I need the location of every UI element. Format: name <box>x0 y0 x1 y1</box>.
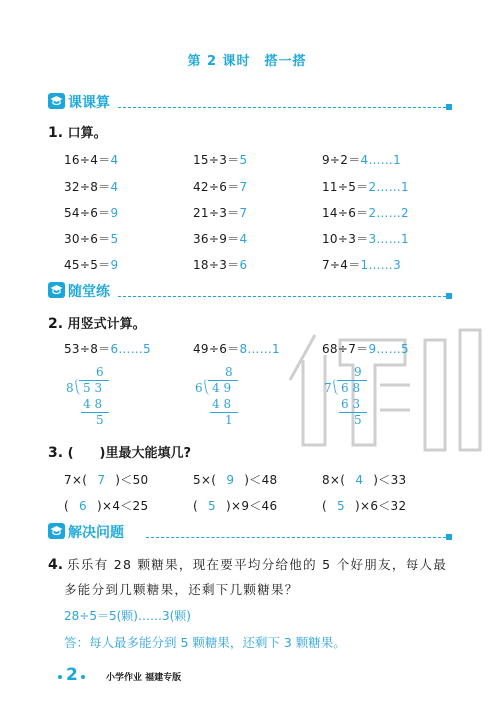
equation: 54÷6＝ <box>64 206 111 220</box>
dashed-divider <box>118 107 446 108</box>
division-bar <box>208 380 238 381</box>
product: 6 3 <box>341 397 361 411</box>
answer: 7 <box>239 206 248 220</box>
inequality-item <box>64 497 148 514</box>
answer: 2……1 <box>368 180 409 194</box>
answer: 5 <box>239 153 248 167</box>
expr-prefix: 8×( <box>322 473 346 487</box>
inequality-item <box>64 471 148 488</box>
divider-end-dot <box>446 104 452 110</box>
answer: 3……1 <box>368 232 409 246</box>
blank-answer: 6 <box>79 499 87 513</box>
divisor: 7 <box>324 381 332 395</box>
graduation-cap-icon <box>48 282 65 298</box>
question-number: 1. <box>48 125 64 141</box>
section-title: 解决问题 <box>68 525 124 541</box>
answer: 6……5 <box>110 342 151 356</box>
footer-dot-left <box>58 675 62 679</box>
oral-calc-item <box>322 178 409 195</box>
oral-calc-item <box>64 256 118 273</box>
division-bar <box>79 380 109 381</box>
inequality-item <box>322 497 406 514</box>
answer: 4 <box>239 232 248 246</box>
equation: 42÷6＝ <box>193 180 240 194</box>
division-bar <box>337 380 367 381</box>
oral-calc-item <box>64 230 118 247</box>
divisor: 8 <box>66 381 74 395</box>
question-number: 3. <box>48 445 64 461</box>
equation: 14÷6＝ <box>322 206 369 220</box>
answer: 9……5 <box>368 342 409 356</box>
remainder: 5 <box>96 413 104 427</box>
equation: 32÷8＝ <box>64 180 111 194</box>
equation: 30÷6＝ <box>64 232 111 246</box>
blank-answer: 7 <box>97 473 106 487</box>
product: 4 8 <box>212 397 232 411</box>
inequality-item <box>322 471 406 488</box>
oral-calc-item <box>193 151 247 168</box>
answer: 6 <box>239 258 248 272</box>
answer: 4 <box>110 153 119 167</box>
question-text-line1: 乐乐有 28 颗糖果，现在要平均分给他的 5 个好朋友，每人最 <box>67 557 448 572</box>
question-text: 口算。 <box>67 126 107 141</box>
question-1-header <box>48 122 107 141</box>
equation: 15÷3＝ <box>193 153 240 167</box>
dashed-divider <box>146 537 446 538</box>
expr-prefix: 7×( <box>64 473 88 487</box>
question-number: 4. <box>48 557 64 573</box>
equation: 18÷3＝ <box>193 258 240 272</box>
equation: 45÷5＝ <box>64 258 111 272</box>
equation: 7÷4＝ <box>322 258 361 272</box>
question-3-header <box>48 442 191 461</box>
remainder: 5 <box>354 413 362 427</box>
inequality-item <box>193 471 277 488</box>
expr-prefix: ( <box>322 499 327 513</box>
blank-answer: 5 <box>337 499 345 513</box>
oral-calc-item <box>193 204 247 221</box>
section-header-jiejuewenti <box>48 523 453 543</box>
work-equation: 28÷5＝5(颗)……3(颗) <box>64 609 191 623</box>
oral-calc-item <box>193 256 247 273</box>
blank-answer: 9 <box>226 473 235 487</box>
question-4 <box>48 555 447 573</box>
oral-calc-item <box>322 256 401 273</box>
book-name: 小学作业 福建专版 <box>106 673 182 683</box>
graduation-cap-icon <box>48 93 65 109</box>
oral-calc-item <box>193 178 247 195</box>
expr-suffix: )×6＜32 <box>354 499 407 513</box>
equation: 9÷2＝ <box>322 153 361 167</box>
dashed-divider <box>118 296 446 297</box>
question-text-line2: 多能分到几颗糖果，还剩下几颗糖果？ <box>64 582 299 597</box>
answer: 9 <box>110 206 119 220</box>
quotient: 8 <box>225 365 233 379</box>
blank-answer: 5 <box>208 499 216 513</box>
answer: 4 <box>110 180 119 194</box>
answer: 1……3 <box>360 258 402 272</box>
answer: 8……1 <box>239 342 280 356</box>
blank-answer: 4 <box>355 473 364 487</box>
graduation-cap-icon <box>48 523 65 539</box>
inequality-item <box>193 497 277 514</box>
equation: 16÷4＝ <box>64 153 111 167</box>
subtraction-line <box>339 412 367 413</box>
expr-suffix: )＜33 <box>373 473 407 487</box>
section-header-kekesuan <box>48 93 453 113</box>
division-equation <box>322 340 409 357</box>
remainder: 1 <box>225 413 233 427</box>
section-title: 课课算 <box>68 95 110 111</box>
question-number: 2. <box>48 316 64 332</box>
equation: 21÷3＝ <box>193 206 240 220</box>
subtraction-line <box>81 412 109 413</box>
division-equation <box>64 340 151 357</box>
section-title: 随堂练 <box>68 284 110 300</box>
long-division <box>195 365 255 435</box>
product: 4 8 <box>83 397 103 411</box>
oral-calc-item <box>64 151 118 168</box>
equation: 10÷3＝ <box>322 232 369 246</box>
expr-prefix: 5×( <box>193 473 217 487</box>
answer: 7 <box>239 180 248 194</box>
expr-suffix: )×9＜46 <box>225 499 278 513</box>
subtraction-line <box>210 412 238 413</box>
answer: 9 <box>110 258 119 272</box>
division-equation <box>193 340 280 357</box>
answer: 5 <box>110 232 119 246</box>
equation: 36÷9＝ <box>193 232 240 246</box>
long-division <box>66 365 126 435</box>
dividend: 5 3 <box>83 381 103 395</box>
oral-calc-item <box>322 151 401 168</box>
footer-dot-right <box>81 675 85 679</box>
expr-suffix: )×4＜25 <box>96 499 149 513</box>
question-text: ( )里最大能填几? <box>67 446 192 461</box>
oral-calc-item <box>322 230 409 247</box>
oral-calc-item <box>64 178 118 195</box>
answer-sentence: 答：每人最多能分到 5 颗糖果，还剩下 3 颗糖果。 <box>64 635 346 650</box>
equation: 11÷5＝ <box>322 180 369 194</box>
oral-calc-item <box>64 204 118 221</box>
quotient: 9 <box>354 365 362 379</box>
equation: 53÷8＝ <box>64 342 111 356</box>
oral-calc-item <box>322 204 409 221</box>
equation: 68÷7＝ <box>322 342 369 356</box>
expr-suffix: )＜48 <box>244 473 278 487</box>
answer: 2……2 <box>368 206 409 220</box>
divisor: 6 <box>195 381 203 395</box>
page-title: 第 2 课时 搭一搭 <box>187 54 307 69</box>
oral-calc-item <box>193 230 247 247</box>
expr-prefix: ( <box>193 499 198 513</box>
expr-prefix: ( <box>64 499 69 513</box>
page-number: 2 <box>66 665 78 685</box>
quotient: 6 <box>96 365 104 379</box>
dividend: 4 9 <box>212 381 232 395</box>
equation: 49÷6＝ <box>193 342 240 356</box>
answer: 4……1 <box>360 153 402 167</box>
expr-suffix: )＜50 <box>115 473 149 487</box>
dividend: 6 8 <box>341 381 361 395</box>
question-2-header <box>48 313 146 332</box>
section-header-suitanglian <box>48 282 453 302</box>
long-division <box>324 365 384 435</box>
divider-end-dot <box>446 293 452 299</box>
question-text: 用竖式计算。 <box>67 317 146 332</box>
divider-end-dot <box>446 534 452 540</box>
